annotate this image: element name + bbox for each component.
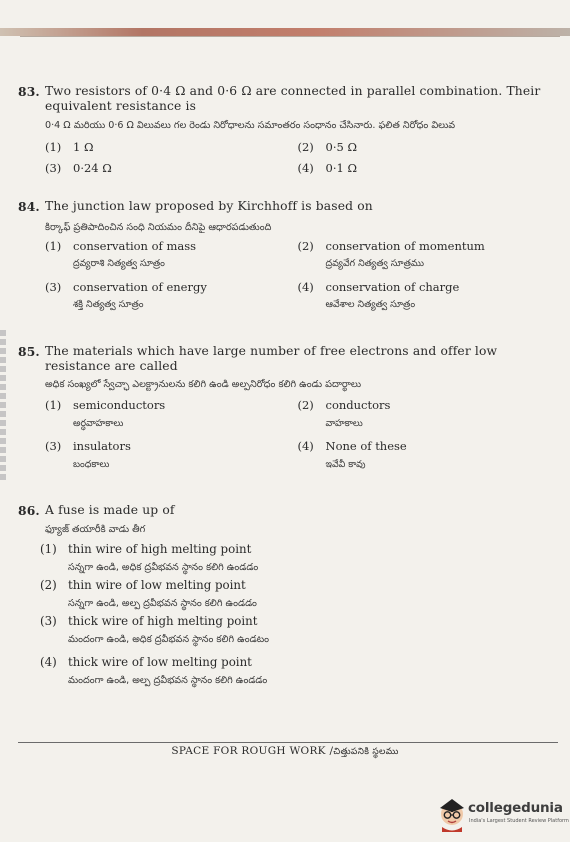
option-4[interactable]: (4) 0·1 Ω [297, 161, 357, 175]
question-telugu: కిర్కాఫ్ ప్రతిపాదించిన సంధి నియమం దీనిపై ఆధారపడుతుంది [45, 222, 272, 233]
options-grid [18, 237, 550, 312]
collegedunia-logo [436, 794, 569, 834]
question-number: 85. [18, 344, 40, 359]
question-83 [18, 84, 550, 179]
options-grid [18, 396, 550, 472]
option-4[interactable]: (4) None of these ఇవేవీ కావు [297, 439, 407, 470]
question-number: 83. [18, 84, 40, 99]
option-3[interactable]: (3) insulators బంధకాలు [45, 439, 131, 470]
top-divider [20, 36, 560, 37]
question-text: A fuse is made up of [45, 503, 175, 517]
question-number: 86. [18, 503, 40, 518]
question-85 [18, 344, 550, 472]
question-text: Two resistors of 0·4 Ω and 0·6 Ω are connected in parallel combination. Their equivalent resistance is [45, 84, 541, 113]
question-telugu: ఫ్యూజ్ తయారీకి వాడు తీగ [45, 524, 146, 535]
options-grid [18, 137, 550, 179]
mascot-icon [436, 794, 468, 832]
option-1[interactable]: (1) thin wire of high melting point సన్నగా ఉండి, అధిక ద్రవీభవన స్థానం కలిగి ఉండడం [40, 542, 259, 573]
question-86 [18, 503, 550, 690]
question-telugu: అధిక సంఖ్యలో స్వేచ్ఛా ఎలక్ట్రానులను కలిగి ఉండి అల్పనిరోధం కలిగి ఉండు పదార్థాలు [45, 379, 362, 390]
option-1[interactable]: (1) semiconductors అర్ధవాహకాలు [45, 398, 166, 429]
question-telugu: 0·4 Ω మరియు 0·6 Ω విలువలు గల రెండు నిరోధాలను సమాంతరం సంధానం చేసినారు. ఫలిత నిరోధం విలువ [45, 120, 456, 131]
option-2[interactable]: (2) thin wire of low melting point సన్నగా ఉండి, అల్ప ద్రవీభవన స్థానం కలిగి ఉండడం [40, 578, 257, 609]
question-84 [18, 199, 550, 312]
option-4[interactable]: (4) thick wire of low melting point మందంగా ఉండి, అల్ప ద్రవీభవన స్థానం కలిగి ఉండడం [40, 655, 268, 686]
options-list [18, 541, 550, 690]
option-2[interactable]: (2) 0·5 Ω [297, 140, 357, 154]
option-1[interactable]: (1) conservation of mass ద్రవ్యరాశి నిత్యత్వ సూత్రం [45, 239, 197, 269]
option-2[interactable]: (2) conservation of momentum ద్రవ్యవేగ నిత్యత్వ సూత్రము [297, 239, 485, 269]
side-watermark [0, 330, 6, 480]
question-number: 84. [18, 199, 40, 214]
bottom-divider [18, 742, 558, 743]
option-3[interactable]: (3) 0·24 Ω [45, 161, 112, 175]
rough-work-label: SPACE FOR ROUGH WORK /చిత్తుపనికి స్థలము [171, 745, 399, 757]
page-top-band [0, 28, 570, 36]
option-3[interactable]: (3) thick wire of high melting point మందంగా ఉండి, అధిక ద్రవీభవన స్థానం కలిగి ఉండటం [40, 614, 269, 645]
question-text: The junction law proposed by Kirchhoff is based on [45, 199, 373, 213]
logo-tagline: India's Largest Student Review Platform [469, 818, 569, 824]
logo-name: collegedunia [468, 800, 563, 816]
option-4[interactable]: (4) conservation of charge ఆవేశాల నిత్యత్వ సూత్రం [297, 280, 460, 310]
option-2[interactable]: (2) conductors వాహకాలు [297, 398, 391, 429]
option-3[interactable]: (3) conservation of energy శక్తి నిత్యత్వ సూత్రం [45, 280, 207, 310]
question-text: The materials which have large number of free electrons and offer low resistance are called [45, 344, 498, 373]
option-1[interactable]: (1) 1 Ω [45, 140, 94, 154]
